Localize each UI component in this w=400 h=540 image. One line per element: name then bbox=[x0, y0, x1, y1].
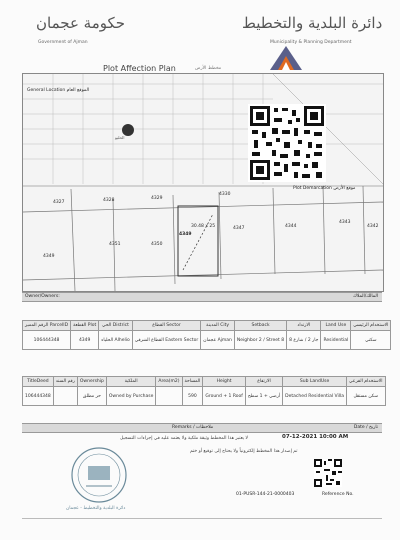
plot-demarcation-label-arabic: موقع الأرض bbox=[333, 186, 356, 191]
remarks-label: Remarks / ملاحظات bbox=[172, 425, 214, 430]
parcel-info-table bbox=[22, 320, 391, 350]
header-cell-setback: Setback bbox=[234, 321, 286, 331]
cell-ownership-arabic: Owned by Purchase bbox=[106, 387, 156, 406]
cell-title-deed: 106444348 bbox=[23, 387, 54, 406]
header-cell-city: المدينة City bbox=[201, 321, 235, 331]
plot-number: 4328 bbox=[103, 198, 115, 203]
general-location-label bbox=[27, 88, 89, 93]
svg-text:الحليو: الحليو bbox=[115, 135, 125, 140]
map-drawing bbox=[23, 74, 383, 291]
table-header-row bbox=[23, 321, 391, 331]
header-cell-height-arabic: الارتفاع bbox=[245, 377, 282, 387]
ownership-info-table bbox=[22, 376, 386, 406]
header-cell-title-deed-arabic: رقم السند bbox=[53, 377, 77, 387]
subject-plot-number: 4349 bbox=[179, 232, 192, 237]
cell-title-deed-arabic bbox=[53, 387, 77, 406]
plot-number: 4344 bbox=[285, 224, 297, 229]
reference-number: 01-PUSR-144-21-0000403 bbox=[236, 492, 295, 497]
header-cell-setback-arabic: الارتداد bbox=[287, 321, 321, 331]
cell-district: الحلياء Alhelio bbox=[99, 331, 133, 350]
cell-parcel-id: 106444348 bbox=[23, 331, 71, 350]
header-cell-parcel-id: الرقم المميز ParcelID bbox=[23, 321, 71, 331]
subject-plot-dimensions: 30.48 x 25 bbox=[191, 224, 216, 229]
plot-number: 4330 bbox=[219, 192, 231, 197]
government-logo-english: Government of Ajman bbox=[38, 40, 88, 45]
plot-map bbox=[22, 73, 384, 292]
official-stamp-icon bbox=[70, 446, 128, 504]
document-title-english: Plot Affection Plan bbox=[103, 64, 176, 73]
owners-label-arabic: المالك/الملاك bbox=[353, 294, 378, 299]
header-cell-sub-land-use-arabic: الاستخدام الفرعي bbox=[347, 377, 386, 387]
stamp-caption: دائرة البلدية والتخطيط - عجمان bbox=[66, 506, 126, 511]
owners-label-english: Owner/Owners: bbox=[25, 294, 60, 299]
header-cell-ownership: Ownership bbox=[77, 377, 106, 387]
cell-height: Ground + 1 Roof bbox=[203, 387, 246, 406]
cell-city: عجمان Ajman bbox=[201, 331, 235, 350]
plot-number: 4351 bbox=[109, 242, 121, 247]
general-location-label-arabic: الموقع العام bbox=[66, 88, 90, 93]
table-header-row bbox=[23, 377, 386, 387]
document-title-arabic: مخطط الأرض bbox=[195, 66, 222, 71]
plot-number: 4343 bbox=[339, 220, 351, 225]
cell-plot: 4349 bbox=[71, 331, 99, 350]
plot-number: 4342 bbox=[367, 224, 379, 229]
header-cell-land-use: Land Use bbox=[321, 321, 351, 331]
plot-number: 4347 bbox=[233, 226, 245, 231]
small-qr-code-icon bbox=[314, 459, 342, 487]
cell-land-use: Residential bbox=[321, 331, 351, 350]
remarks-bar bbox=[22, 423, 382, 433]
cell-setback-arabic: جار 2 / شارع 8 bbox=[287, 331, 321, 350]
header-cell-plot: القطعة Plot bbox=[71, 321, 99, 331]
issue-date: 07-12-2021 10:00 AM bbox=[282, 434, 349, 440]
date-label: Date / تاريخ bbox=[353, 425, 378, 430]
small-qr-pattern bbox=[314, 459, 342, 487]
header-cell-height: Height bbox=[203, 377, 246, 387]
plot-number: 4329 bbox=[151, 196, 163, 201]
owners-bar bbox=[22, 292, 382, 302]
cell-area bbox=[156, 387, 182, 406]
plot-number: 4349 bbox=[43, 254, 55, 259]
plot-number: 4327 bbox=[53, 200, 65, 205]
cell-sub-land-use: Detached Residential Villa bbox=[283, 387, 347, 406]
cell-height-arabic: أرضي + 1 سطح bbox=[245, 387, 282, 406]
real-estate-logo-icon bbox=[268, 44, 304, 72]
plot-demarcation-label-english: Plot Demarcation bbox=[293, 186, 332, 191]
cell-ownership: حر مطلق bbox=[77, 387, 106, 406]
cell-sub-land-use-arabic: سكن مستقل bbox=[347, 387, 386, 406]
remarks-note-secondary: تم إصدار هذا المخطط إلكترونياً ولا يحتاج إلى توقيع أو ختم bbox=[190, 449, 298, 454]
header-cell-district: الحي District bbox=[99, 321, 133, 331]
qr-code-pattern bbox=[248, 104, 326, 182]
remarks-note: لا يعتبر هذا المخطط وثيقة ملكية ولا يعتمد عليه في إجراءات التسجيل bbox=[120, 436, 248, 441]
general-location-label-english: General Location bbox=[27, 88, 66, 93]
table-row bbox=[23, 387, 386, 406]
reference-label: Reference No. bbox=[322, 492, 354, 497]
header-cell-sector: القطاع Sector bbox=[132, 321, 201, 331]
cell-sector: القطاع الشرقي Eastern Sector bbox=[132, 331, 201, 350]
government-logo-arabic: حكومة عجمان bbox=[36, 14, 126, 32]
header-cell-area: Area(m2) bbox=[156, 377, 182, 387]
header-cell-sub-land-use: Sub LandUse bbox=[283, 377, 347, 387]
table-row bbox=[23, 331, 391, 350]
cell-setback: Neighbor 2 / Street 8 bbox=[234, 331, 286, 350]
plot-demarcation-label bbox=[293, 186, 355, 191]
qr-code-icon bbox=[248, 104, 326, 182]
header-cell-title-deed: TitleDeed bbox=[23, 377, 54, 387]
footer-divider bbox=[22, 518, 382, 519]
plot-number: 4350 bbox=[151, 242, 163, 247]
department-name-arabic: دائرة البلدية والتخطيط bbox=[242, 14, 383, 32]
header-cell-ownership-arabic: الملكية bbox=[106, 377, 156, 387]
department-name-english: Municipality & Planning Department bbox=[270, 40, 352, 45]
header-cell-main-use: الاستخدام الرئيسي bbox=[351, 321, 391, 331]
cell-area-arabic: 590 bbox=[182, 387, 203, 406]
header-cell-area-arabic: المساحة bbox=[182, 377, 203, 387]
cell-main-use: سكني bbox=[351, 331, 391, 350]
